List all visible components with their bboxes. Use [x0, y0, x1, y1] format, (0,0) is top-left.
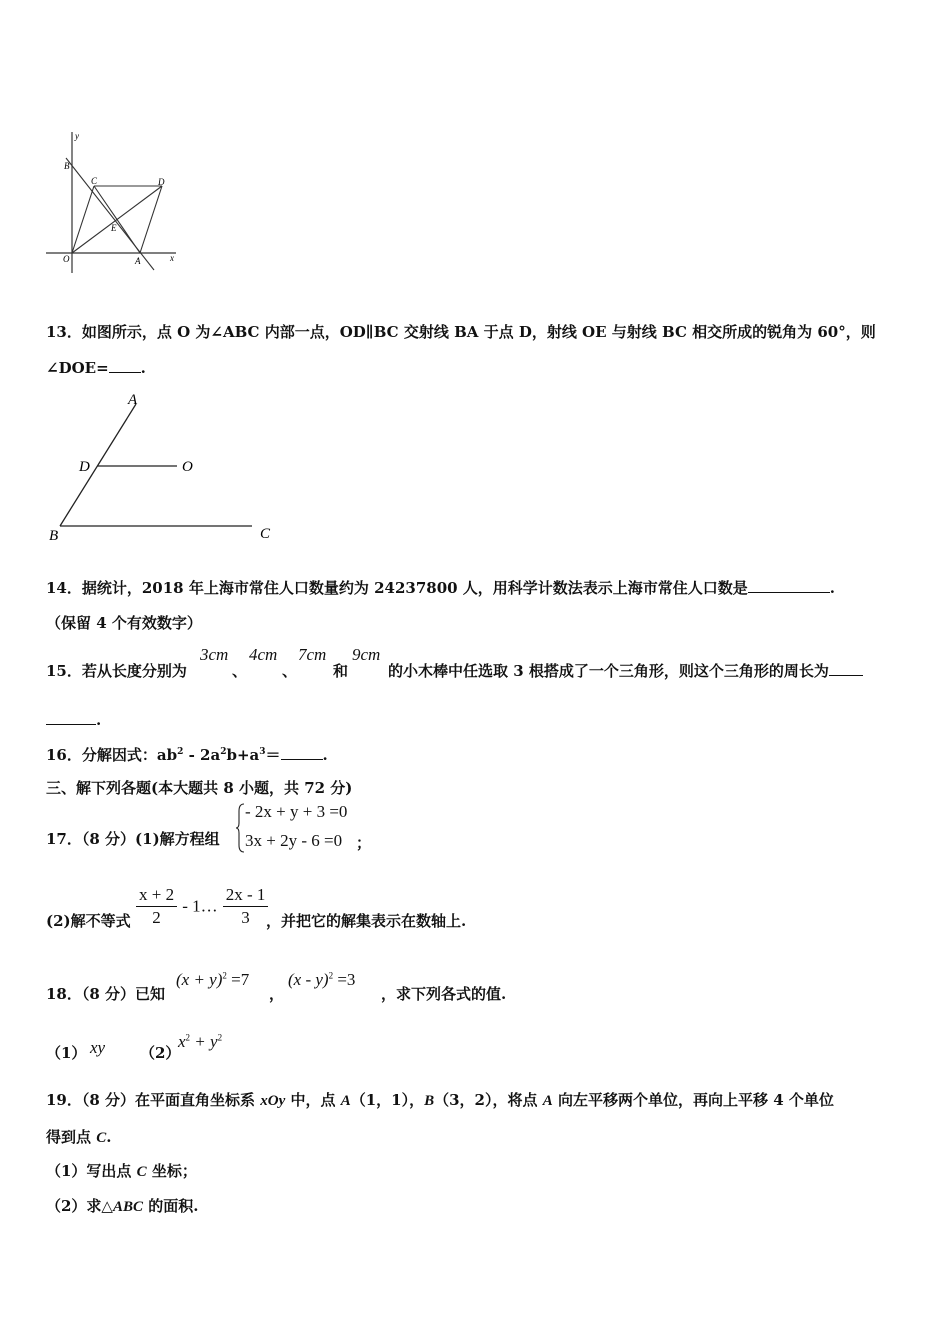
q15-period: .: [96, 711, 102, 729]
q16-answer-blank: [281, 745, 323, 760]
q14-line1: [46, 577, 835, 598]
q13-line1: [46, 321, 876, 342]
q19-sub2: [46, 1195, 198, 1216]
section3-title: [46, 777, 352, 798]
q18-p2-expr: [178, 1032, 222, 1052]
label-y: y: [75, 131, 79, 141]
q16-mid1: - 2a: [183, 746, 221, 764]
q17-line2: [46, 910, 131, 931]
q18-suffix: ，求下列各式的值.: [381, 985, 507, 1003]
q17-line1: [46, 828, 220, 849]
figure-angle-diagram: [44, 390, 284, 545]
q15-length-4cm: 4cm: [249, 645, 278, 664]
q14-period: .: [829, 579, 836, 597]
q17-frac2-den: 3: [241, 908, 250, 927]
q17-part2-suffix-line: [266, 910, 466, 931]
q18-comma: ，: [269, 985, 285, 1003]
q19-xoy: xOy: [260, 1093, 286, 1109]
figure-coordinate-diagram: [44, 128, 194, 273]
label-c: C: [260, 526, 271, 542]
q15-length-3cm: 3cm: [200, 645, 229, 664]
q19-sub1-point-c: C: [136, 1164, 147, 1180]
label-b: B: [64, 161, 70, 171]
q18-p2-exp1: 2: [185, 1032, 191, 1043]
label-a: A: [128, 392, 138, 408]
q15-line2: [46, 710, 101, 729]
q15-length-9cm: 9cm: [352, 645, 381, 664]
diagonal-ca: [94, 186, 140, 253]
q18-expr2-value: =3: [333, 970, 356, 989]
q15-suffix-line: [388, 660, 863, 681]
label-x: x: [170, 253, 174, 263]
q13-line2: [46, 358, 146, 377]
q17-prefix: 17．（8 分）(1)解方程组: [46, 830, 220, 848]
q17-frac1: [136, 884, 177, 929]
q18-expr1-base: (x + y): [176, 970, 223, 989]
q15-and: 和: [333, 662, 349, 680]
q19-point-c: C: [96, 1130, 107, 1146]
q18-line1: [46, 983, 165, 1004]
q16-exp1: 2: [177, 747, 184, 757]
q18-expr1-exp: 2: [222, 970, 227, 981]
q13-angle-label: ∠DOE=: [46, 359, 109, 377]
q13-period: .: [140, 359, 146, 377]
q16-exp2: 2: [220, 747, 227, 757]
ray-ba: [60, 404, 136, 526]
q14-line2: [46, 612, 202, 633]
q16-eq: ＝: [265, 746, 281, 764]
q19-sub2-b: 的面积.: [143, 1197, 199, 1215]
q18-p1-label: （1）: [46, 1044, 87, 1062]
q19-sub1-a: （1）写出点: [46, 1162, 137, 1180]
q19-sub1: [46, 1160, 197, 1181]
q18-p2-label: （2）: [140, 1044, 181, 1062]
q18-expr2-exp: 2: [328, 970, 334, 981]
q17-frac2-num: 2x - 1: [223, 884, 269, 907]
q18-p2-plus-y: + y: [190, 1032, 218, 1051]
q17-eq2: 3x + 2y - 6 =0: [245, 831, 343, 850]
q18-p1-expr: xy: [90, 1038, 106, 1057]
label-d: D: [79, 459, 90, 475]
q17-semicolon: ；: [356, 834, 372, 852]
label-c: C: [91, 176, 98, 186]
q19-line1: [46, 1089, 834, 1110]
q17-part2-prefix: (2)解不等式: [46, 912, 131, 930]
q17-frac1-num: x + 2: [136, 884, 177, 907]
q16-prefix: 16．分解因式：ab: [46, 746, 178, 764]
q16-mid2: b+a: [226, 746, 260, 764]
q19-line2-a: 得到点: [46, 1128, 97, 1146]
q17-eq1: - 2x + y + 3 =0: [245, 802, 348, 821]
q19-sub1-b: 坐标；: [146, 1162, 197, 1180]
q18-p2-x: x: [178, 1032, 186, 1051]
q19-line1-b: 中，点: [285, 1091, 341, 1109]
label-d: D: [158, 177, 165, 187]
q18-suffix-line: [381, 983, 506, 1004]
q15-length-7cm: 7cm: [298, 645, 327, 664]
q16-exp3: 3: [259, 747, 266, 757]
q17-frac1-den: 2: [152, 908, 161, 927]
q16-line: [46, 744, 328, 765]
q18-expr1: [176, 970, 249, 990]
q15-answer-blank-b: [46, 710, 96, 725]
q15-line1: [46, 660, 187, 681]
q19-triangle-abc: ABC: [112, 1199, 143, 1215]
q15-suffix: 的小木棒中任选取 3 根搭成了一个三角形，则这个三角形的周长为: [388, 662, 829, 680]
label-e: E: [111, 223, 117, 233]
q13-answer-blank: [109, 358, 141, 373]
q19-line2: [46, 1126, 111, 1147]
segment-oc: [72, 186, 94, 253]
q15-prefix: 15．若从长度分别为: [46, 662, 187, 680]
q19-line2-b: .: [106, 1128, 112, 1146]
q17-inequality: [136, 884, 268, 929]
q19-point-a2: A: [542, 1093, 553, 1109]
label-o: O: [63, 254, 70, 264]
q19-line1-c: （1，1），: [350, 1091, 425, 1109]
q19-point-b: B: [424, 1093, 435, 1109]
q15-sep1: 、: [232, 662, 248, 680]
q14-note: （保留 4 个有效数字）: [46, 614, 202, 632]
q19-sub2-a: （2）求△: [46, 1197, 113, 1215]
q17-frac2: [223, 884, 269, 929]
q16-period: .: [322, 746, 328, 764]
q13-text: 13．如图所示，点 O 为∠ABC 内部一点，OD∥BC 交射线 BA 于点 D，射线 OE 与射线 BC 相交所成的锐角为 60°，则: [46, 323, 876, 341]
section3-title-text: 三、解下列各题(本大题共 8 小题，共 72 分): [46, 779, 353, 797]
label-b: B: [49, 528, 59, 544]
q14-text: 14．据统计，2018 年上海市常住人口数量约为 24237800 人，用科学计数法表示上海市常住人口数是: [46, 579, 748, 597]
q19-point-a: A: [340, 1093, 351, 1109]
q18-p2-exp2: 2: [217, 1032, 223, 1043]
q19-line1-a: 19．（8 分）在平面直角坐标系: [46, 1091, 261, 1109]
q18-prefix: 18．（8 分）已知: [46, 985, 166, 1003]
label-a: A: [135, 256, 141, 266]
q19-line1-d: （3，2），将点: [434, 1091, 543, 1109]
q17-mid: - 1…: [182, 896, 218, 916]
q19-line1-e: 向左平移两个单位，再向上平移 4 个单位: [552, 1091, 834, 1109]
q17-part2-suffix: ，并把它的解集表示在数轴上.: [266, 912, 467, 930]
q18-part1-label: [46, 1042, 86, 1063]
q18-expr2-base: (x - y): [288, 970, 329, 989]
q18-expr2: [288, 970, 355, 990]
q18-expr1-value: =7: [226, 970, 250, 989]
segment-da: [140, 186, 162, 253]
q15-sep2: 、: [282, 662, 298, 680]
q15-answer-blank-a: [829, 661, 863, 676]
q14-answer-blank: [748, 578, 830, 593]
label-o: O: [182, 459, 193, 475]
